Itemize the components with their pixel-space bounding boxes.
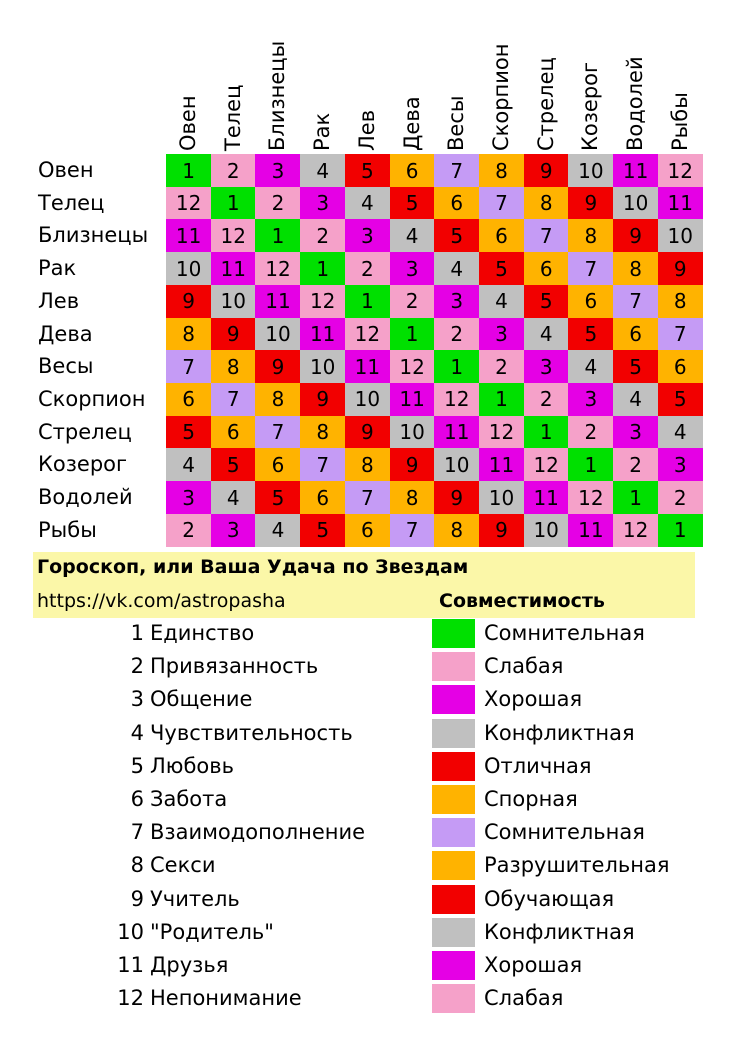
grid-cell: 9 — [658, 252, 703, 285]
legend-meaning — [110, 916, 274, 949]
grid-cell: 1 — [300, 252, 345, 285]
grid-cell: 5 — [345, 154, 390, 187]
grid-cell: 8 — [568, 219, 613, 252]
compatibility-heading: Совместимость — [439, 590, 605, 612]
grid-cell: 10 — [166, 252, 211, 285]
grid-cell: 11 — [613, 154, 658, 187]
legend-number: 3 — [130, 687, 144, 712]
grid-cell: 4 — [300, 154, 345, 187]
grid-cell: 12 — [211, 219, 256, 252]
grid-cell: 9 — [255, 350, 300, 383]
grid-cell: 11 — [211, 252, 256, 285]
legend-number: 2 — [130, 654, 144, 679]
grid-cell: 9 — [300, 383, 345, 416]
grid-cell: 4 — [524, 318, 569, 351]
grid-cell: 7 — [300, 448, 345, 481]
title-banner — [33, 552, 695, 618]
legend-compatibility-label: Спорная — [484, 787, 578, 811]
grid-cell: 6 — [658, 350, 703, 383]
grid-cell: 6 — [345, 514, 390, 547]
legend-compatibility-label: Сомнительная — [484, 820, 645, 845]
legend-meaning-label: Друзья — [150, 953, 229, 977]
source-url: https://vk.com/astropasha — [37, 590, 286, 612]
legend-compatibility-label: Хорошая — [484, 953, 583, 977]
grid-cell: 10 — [255, 318, 300, 351]
legend-meaning — [110, 883, 240, 916]
legend-swatch — [432, 719, 475, 748]
grid-cell: 7 — [613, 285, 658, 318]
grid-cell: 7 — [255, 416, 300, 449]
grid-cell: 11 — [255, 285, 300, 318]
grid-cell: 1 — [568, 448, 613, 481]
grid-cell: 4 — [613, 383, 658, 416]
row-header: Козерог — [38, 452, 128, 477]
column-header-label: Водолей — [623, 56, 647, 151]
legend-swatch — [432, 619, 475, 648]
row-header: Дева — [38, 321, 93, 346]
legend-meaning — [110, 750, 234, 783]
grid-cell: 2 — [434, 318, 479, 351]
legend-swatch — [432, 685, 475, 714]
legend-meaning — [110, 816, 365, 849]
grid-cell: 1 — [434, 350, 479, 383]
legend-compatibility-label: Отличная — [484, 753, 592, 778]
grid-cell: 10 — [568, 154, 613, 187]
grid-cell: 3 — [658, 448, 703, 481]
grid-cell: 11 — [524, 481, 569, 514]
grid-cell: 1 — [345, 285, 390, 318]
column-header-label: Лев — [354, 109, 379, 151]
grid-cell: 11 — [345, 350, 390, 383]
legend-swatch — [432, 752, 475, 781]
row-header: Телец — [38, 190, 105, 215]
grid-cell: 9 — [434, 481, 479, 514]
legend-meaning-label: Чувствительность — [150, 720, 353, 745]
column-header-label: Рыбы — [667, 92, 692, 151]
grid-cell: 2 — [479, 350, 524, 383]
grid-cell: 12 — [345, 318, 390, 351]
grid-cell: 8 — [434, 514, 479, 547]
grid-cell: 6 — [568, 285, 613, 318]
legend-meaning — [110, 783, 227, 816]
legend-meaning-label: Непонимание — [150, 986, 302, 1011]
column-header-label: Стрелец — [533, 57, 558, 151]
grid-cell: 2 — [524, 383, 569, 416]
legend-compatibility-label: Конфликтная — [484, 720, 635, 745]
legend-meaning — [110, 717, 353, 750]
grid-cell: 10 — [434, 448, 479, 481]
grid-cell: 10 — [345, 383, 390, 416]
legend-compatibility-label: Слабая — [484, 654, 564, 679]
row-header: Стрелец — [38, 419, 132, 444]
legend-swatch — [432, 851, 475, 880]
grid-cell: 12 — [255, 252, 300, 285]
legend-swatch — [432, 918, 475, 947]
grid-cell: 6 — [255, 448, 300, 481]
grid-cell: 4 — [434, 252, 479, 285]
row-header: Водолей — [38, 485, 133, 509]
column-header-label: Весы — [444, 95, 469, 151]
row-header: Лев — [38, 288, 80, 313]
grid-cell: 8 — [166, 318, 211, 351]
grid-cell: 12 — [479, 416, 524, 449]
grid-cell: 3 — [524, 350, 569, 383]
grid-cell: 8 — [211, 350, 256, 383]
grid-cell: 11 — [300, 318, 345, 351]
row-header: Овен — [38, 158, 94, 182]
grid-cell: 12 — [390, 350, 435, 383]
grid-cell: 7 — [524, 219, 569, 252]
grid-cell: 3 — [211, 514, 256, 547]
grid-cell: 5 — [300, 514, 345, 547]
legend-number: 6 — [130, 787, 144, 811]
legend-meaning-label: Забота — [150, 787, 228, 811]
grid-cell: 6 — [166, 383, 211, 416]
grid-cell: 4 — [390, 219, 435, 252]
grid-cell: 5 — [211, 448, 256, 481]
legend-swatch — [432, 652, 475, 681]
grid-cell: 11 — [390, 383, 435, 416]
grid-cell: 11 — [568, 514, 613, 547]
grid-cell: 3 — [255, 154, 300, 187]
grid-cell: 5 — [524, 285, 569, 318]
grid-cell: 9 — [479, 514, 524, 547]
grid-cell: 1 — [390, 318, 435, 351]
grid-cell: 2 — [166, 514, 211, 547]
legend-number: 1 — [130, 621, 144, 645]
grid-cell: 7 — [211, 383, 256, 416]
grid-cell: 9 — [524, 154, 569, 187]
legend-meaning — [110, 982, 302, 1015]
grid-cell: 5 — [255, 481, 300, 514]
grid-cell: 2 — [345, 252, 390, 285]
grid-cell: 3 — [479, 318, 524, 351]
grid-cell: 7 — [166, 350, 211, 383]
legend-swatch — [432, 818, 475, 847]
legend-compatibility-label: Разрушительная — [484, 853, 670, 878]
grid-cell: 8 — [479, 154, 524, 187]
legend-swatch — [432, 984, 475, 1013]
grid-cell: 8 — [300, 416, 345, 449]
grid-cell: 5 — [613, 350, 658, 383]
grid-cell: 11 — [434, 416, 479, 449]
grid-cell: 1 — [524, 416, 569, 449]
grid-cell: 2 — [568, 416, 613, 449]
grid-cell: 5 — [434, 219, 479, 252]
grid-cell: 9 — [166, 285, 211, 318]
legend-swatch — [432, 951, 475, 980]
legend-compatibility-label: Слабая — [484, 986, 564, 1011]
row-header: Весы — [38, 354, 94, 379]
legend-number: 8 — [130, 853, 144, 878]
grid-cell: 3 — [345, 219, 390, 252]
grid-cell: 3 — [390, 252, 435, 285]
chart-title: Гороскоп, или Ваша Удача по Звездам — [37, 556, 469, 578]
grid-cell: 4 — [166, 448, 211, 481]
legend-compatibility-label: Конфликтная — [484, 919, 635, 944]
grid-cell: 10 — [613, 187, 658, 220]
legend-number: 9 — [130, 886, 144, 911]
grid-cell: 8 — [255, 383, 300, 416]
column-header-label: Телец — [220, 84, 245, 151]
grid-cell: 9 — [568, 187, 613, 220]
grid-cell: 2 — [613, 448, 658, 481]
grid-cell: 3 — [300, 187, 345, 220]
grid-cell: 10 — [390, 416, 435, 449]
grid-cell: 11 — [479, 448, 524, 481]
grid-cell: 3 — [166, 481, 211, 514]
legend-compatibility-label: Сомнительная — [484, 621, 645, 645]
grid-cell: 4 — [345, 187, 390, 220]
grid-cell: 10 — [479, 481, 524, 514]
grid-cell: 6 — [300, 481, 345, 514]
column-header-label: Козерог — [578, 61, 603, 151]
grid-cell: 3 — [568, 383, 613, 416]
legend-number: 5 — [130, 753, 144, 778]
grid-cell: 7 — [658, 318, 703, 351]
grid-cell: 5 — [479, 252, 524, 285]
legend-swatch — [432, 885, 475, 914]
grid-cell: 1 — [479, 383, 524, 416]
legend-swatch — [432, 785, 475, 814]
column-header-label: Рак — [310, 112, 335, 151]
grid-cell: 9 — [390, 448, 435, 481]
grid-cell: 1 — [255, 219, 300, 252]
grid-cell: 2 — [255, 187, 300, 220]
grid-cell: 7 — [568, 252, 613, 285]
grid-cell: 8 — [613, 252, 658, 285]
grid-cell: 1 — [211, 187, 256, 220]
row-header: Рыбы — [38, 517, 97, 542]
grid-cell: 4 — [255, 514, 300, 547]
legend-compatibility-label: Хорошая — [484, 687, 583, 712]
grid-cell: 1 — [166, 154, 211, 187]
grid-cell: 12 — [166, 187, 211, 220]
grid-cell: 8 — [390, 481, 435, 514]
column-header-label: Овен — [176, 95, 200, 151]
legend-meaning-label: Общение — [150, 687, 253, 712]
legend-meaning-label: Любовь — [150, 753, 235, 778]
grid-cell: 6 — [390, 154, 435, 187]
grid-cell: 10 — [211, 285, 256, 318]
legend-meaning-label: Привязанность — [150, 654, 319, 679]
legend-meaning — [110, 683, 252, 716]
grid-cell: 6 — [479, 219, 524, 252]
grid-cell: 3 — [434, 285, 479, 318]
grid-cell: 7 — [390, 514, 435, 547]
grid-cell: 4 — [211, 481, 256, 514]
grid-cell: 12 — [300, 285, 345, 318]
grid-cell: 8 — [658, 285, 703, 318]
row-header: Близнецы — [38, 223, 149, 248]
grid-cell: 10 — [658, 219, 703, 252]
grid-cell: 9 — [345, 416, 390, 449]
grid-cell: 2 — [300, 219, 345, 252]
grid-cell: 6 — [211, 416, 256, 449]
grid-cell: 5 — [166, 416, 211, 449]
legend-number: 7 — [130, 820, 144, 845]
legend-meaning-label: Секси — [150, 853, 216, 878]
legend-meaning — [110, 617, 254, 650]
grid-cell: 10 — [300, 350, 345, 383]
legend-meaning — [110, 849, 215, 882]
grid-cell: 8 — [345, 448, 390, 481]
grid-cell: 7 — [434, 154, 479, 187]
legend-compatibility-label: Обучающая — [484, 886, 615, 911]
legend-number: 11 — [117, 953, 144, 977]
legend-meaning-label: Учитель — [150, 886, 240, 911]
grid-cell: 6 — [524, 252, 569, 285]
grid-cell: 5 — [568, 318, 613, 351]
grid-cell: 6 — [434, 187, 479, 220]
grid-cell: 12 — [524, 448, 569, 481]
grid-cell: 9 — [211, 318, 256, 351]
grid-cell: 2 — [211, 154, 256, 187]
grid-cell: 11 — [658, 187, 703, 220]
grid-cell: 7 — [479, 187, 524, 220]
grid-cell: 5 — [658, 383, 703, 416]
column-header-label: Близнецы — [265, 40, 290, 151]
grid-cell: 10 — [524, 514, 569, 547]
row-header: Скорпион — [38, 386, 146, 411]
grid-cell: 12 — [568, 481, 613, 514]
legend-meaning — [110, 650, 318, 683]
legend-number: 4 — [130, 720, 144, 745]
grid-cell: 12 — [658, 154, 703, 187]
grid-cell: 1 — [658, 514, 703, 547]
legend-meaning-label: Взаимодополнение — [150, 820, 366, 845]
grid-cell: 1 — [613, 481, 658, 514]
row-header: Рак — [38, 256, 77, 281]
grid-cell: 7 — [345, 481, 390, 514]
grid-cell: 2 — [658, 481, 703, 514]
column-header-label: Дева — [399, 96, 424, 151]
legend-number: 10 — [117, 919, 144, 944]
grid-cell: 12 — [434, 383, 479, 416]
legend-meaning — [110, 949, 228, 982]
grid-cell: 6 — [613, 318, 658, 351]
grid-cell: 12 — [613, 514, 658, 547]
legend-meaning-label: "Родитель" — [150, 919, 274, 944]
grid-cell: 9 — [613, 219, 658, 252]
grid-cell: 2 — [390, 285, 435, 318]
grid-cell: 11 — [166, 219, 211, 252]
grid-cell: 4 — [479, 285, 524, 318]
grid-cell: 4 — [658, 416, 703, 449]
legend-meaning-label: Единство — [150, 621, 255, 645]
legend-number: 12 — [117, 986, 144, 1011]
grid-cell: 8 — [524, 187, 569, 220]
grid-cell: 4 — [568, 350, 613, 383]
grid-cell: 5 — [390, 187, 435, 220]
column-header-label: Скорпион — [488, 43, 513, 151]
grid-cell: 3 — [613, 416, 658, 449]
